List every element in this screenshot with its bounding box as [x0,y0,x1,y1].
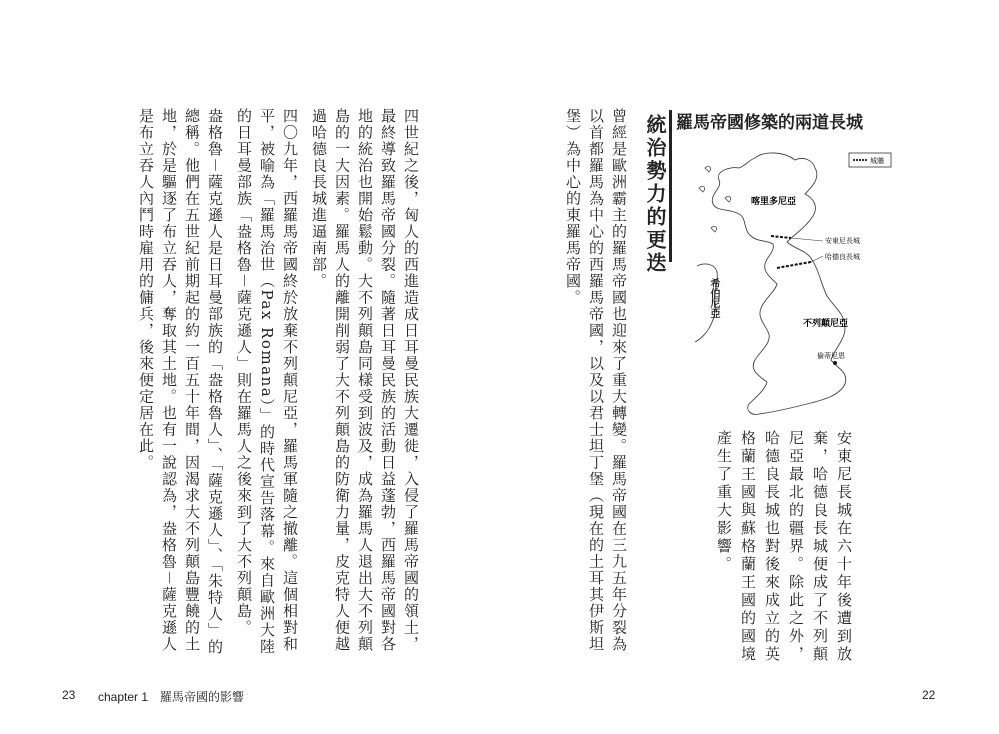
londinium-marker [833,361,837,365]
section-heading: 統治勢力的更迭 [643,114,667,275]
label-caledonia: 喀里多尼亞 [751,197,797,207]
page-number-right: 22 [922,688,936,702]
label-hadrian-wall: 哈德良長城 [825,253,860,261]
paragraph-3: 四〇九年，西羅馬帝國終於放棄不列顛尼亞，羅馬軍隨之撤離。這個相對和平，被喻為「羅馬治世（Pax Romana）」的時代宣告落幕。來自歐洲大陸的日耳曼部族「盎格魯－薩克遜人」則在羅馬人之後來到了大不列顛島。 [235,108,299,655]
paragraph-1: 曾經是歐洲霸主的羅馬帝國也迎來了重大轉變。羅馬帝國在三九五年分裂為以首都羅馬為中心的西羅馬帝國，以及以君士坦丁堡（現在的土耳其伊斯坦堡）為中心的東羅馬帝國。 [564,108,628,653]
map-caption: 安東尼長城在六十年後遭到放棄，哈德良長城便成了不列顛尼亞最北的疆界。除此之外，哈德良長城也對後來成立的英格蘭王國與蘇格蘭王國的國境產生了重大影響。 [715,430,853,664]
islands [699,166,731,232]
great-britain-outline [712,153,849,414]
label-antonine-wall: 安東尼長城 [825,237,860,245]
paragraph-2: 四世紀之後，匈人的西進造成日耳曼民族大遷徙，入侵了羅馬帝國的領土，最終導致羅馬帝國分裂。隨著日耳曼民族的活動日益蓬勃，西羅馬帝國對各地的統治也開始鬆動。大不列顛島同樣受到波及，成為羅馬人退出大不列顛島的一大因素。羅馬人的離開削弱了大不列顛島的防衛力量，皮克特人便越過哈德良長城進逼南部。 [310,108,420,653]
label-britannia: 不列顛尼亞 [803,319,849,329]
page-number-left: 23 [62,688,76,702]
chapter-label: chapter 1 羅馬帝國的影響 [98,690,245,704]
main-text-right [564,108,630,668]
label-londinium: 倫蒂尼恩 [817,352,845,360]
map-title: 羅馬帝國修築的兩道長城 [676,113,863,133]
hadrian-wall [777,262,811,268]
main-text-left [82,108,422,668]
antonine-wall [771,236,791,238]
label-hibernia: 希伯尼亞 [708,278,719,318]
britain-map [695,138,895,428]
paragraph-4: 盎格魯－薩克遜人是日耳曼部族的「盎格魯人」、「薩克遜人」、「朱特人」的總稱。他們在五世紀前期起的約一百五十年間，因渴求大不列顛島豐饒的土地，於是驅逐了布立吞人，奪取其土地。也有一說認為，盎格魯－薩克遜人是布立吞人內鬥時雇用的傭兵，後來便定居在此。 [137,108,224,656]
legend-label: 城牆 [870,157,884,165]
